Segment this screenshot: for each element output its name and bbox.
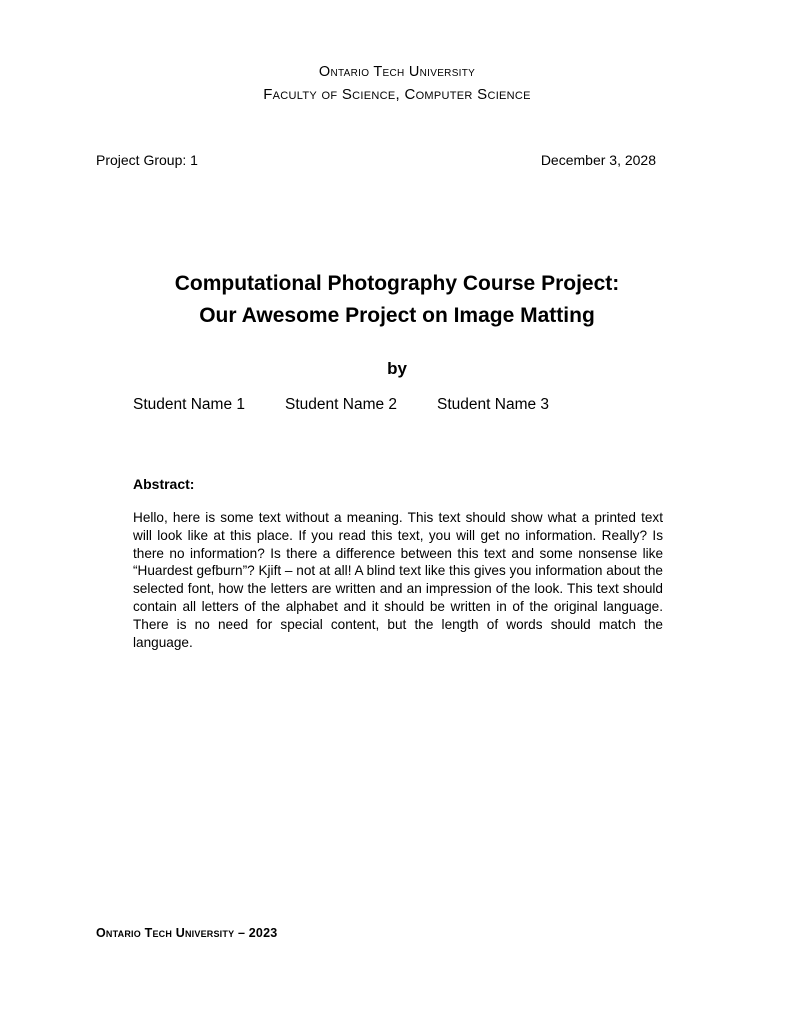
document-title (0, 268, 794, 331)
footer-text: Ontario Tech University – 2023 (96, 926, 278, 940)
author-name-3: Student Name 3 (437, 396, 550, 413)
author-name-1: Student Name 1 (133, 396, 246, 413)
title-line-1: Computational Photography Course Project: (174, 272, 620, 295)
by-label: by (387, 359, 407, 378)
author-name-2: Student Name 2 (285, 396, 398, 413)
title-line-2: Our Awesome Project on Image Matting (199, 303, 595, 327)
document-header (0, 64, 794, 103)
abstract-paragraph: Hello, here is some text without a meaning. This text should show what a printed text will look like at this place. If you read this text, you will get no information. Really? Is there no information? Is there a difference between this text and some nonsense like “Huardest gefburn”? Kjift – not at all! A blind text like this gives you information about the selected font, how the letters are written and an impression of the look. This text should contain all letters of the alphabet and it should be written in of the original language. There is no need for special content, but the length of words should match the language. (133, 510, 663, 650)
abstract-heading: Abstract: (133, 476, 195, 492)
title-block (0, 268, 794, 379)
meta-row (96, 152, 656, 168)
abstract-section (133, 476, 663, 651)
university-name: Ontario Tech University (318, 64, 476, 80)
faculty-name: Faculty of Science, Computer Science (263, 86, 531, 103)
authors-row (133, 396, 549, 414)
project-group-label: Project Group: 1 (96, 152, 198, 168)
date-label: December 3, 2028 (540, 152, 656, 168)
